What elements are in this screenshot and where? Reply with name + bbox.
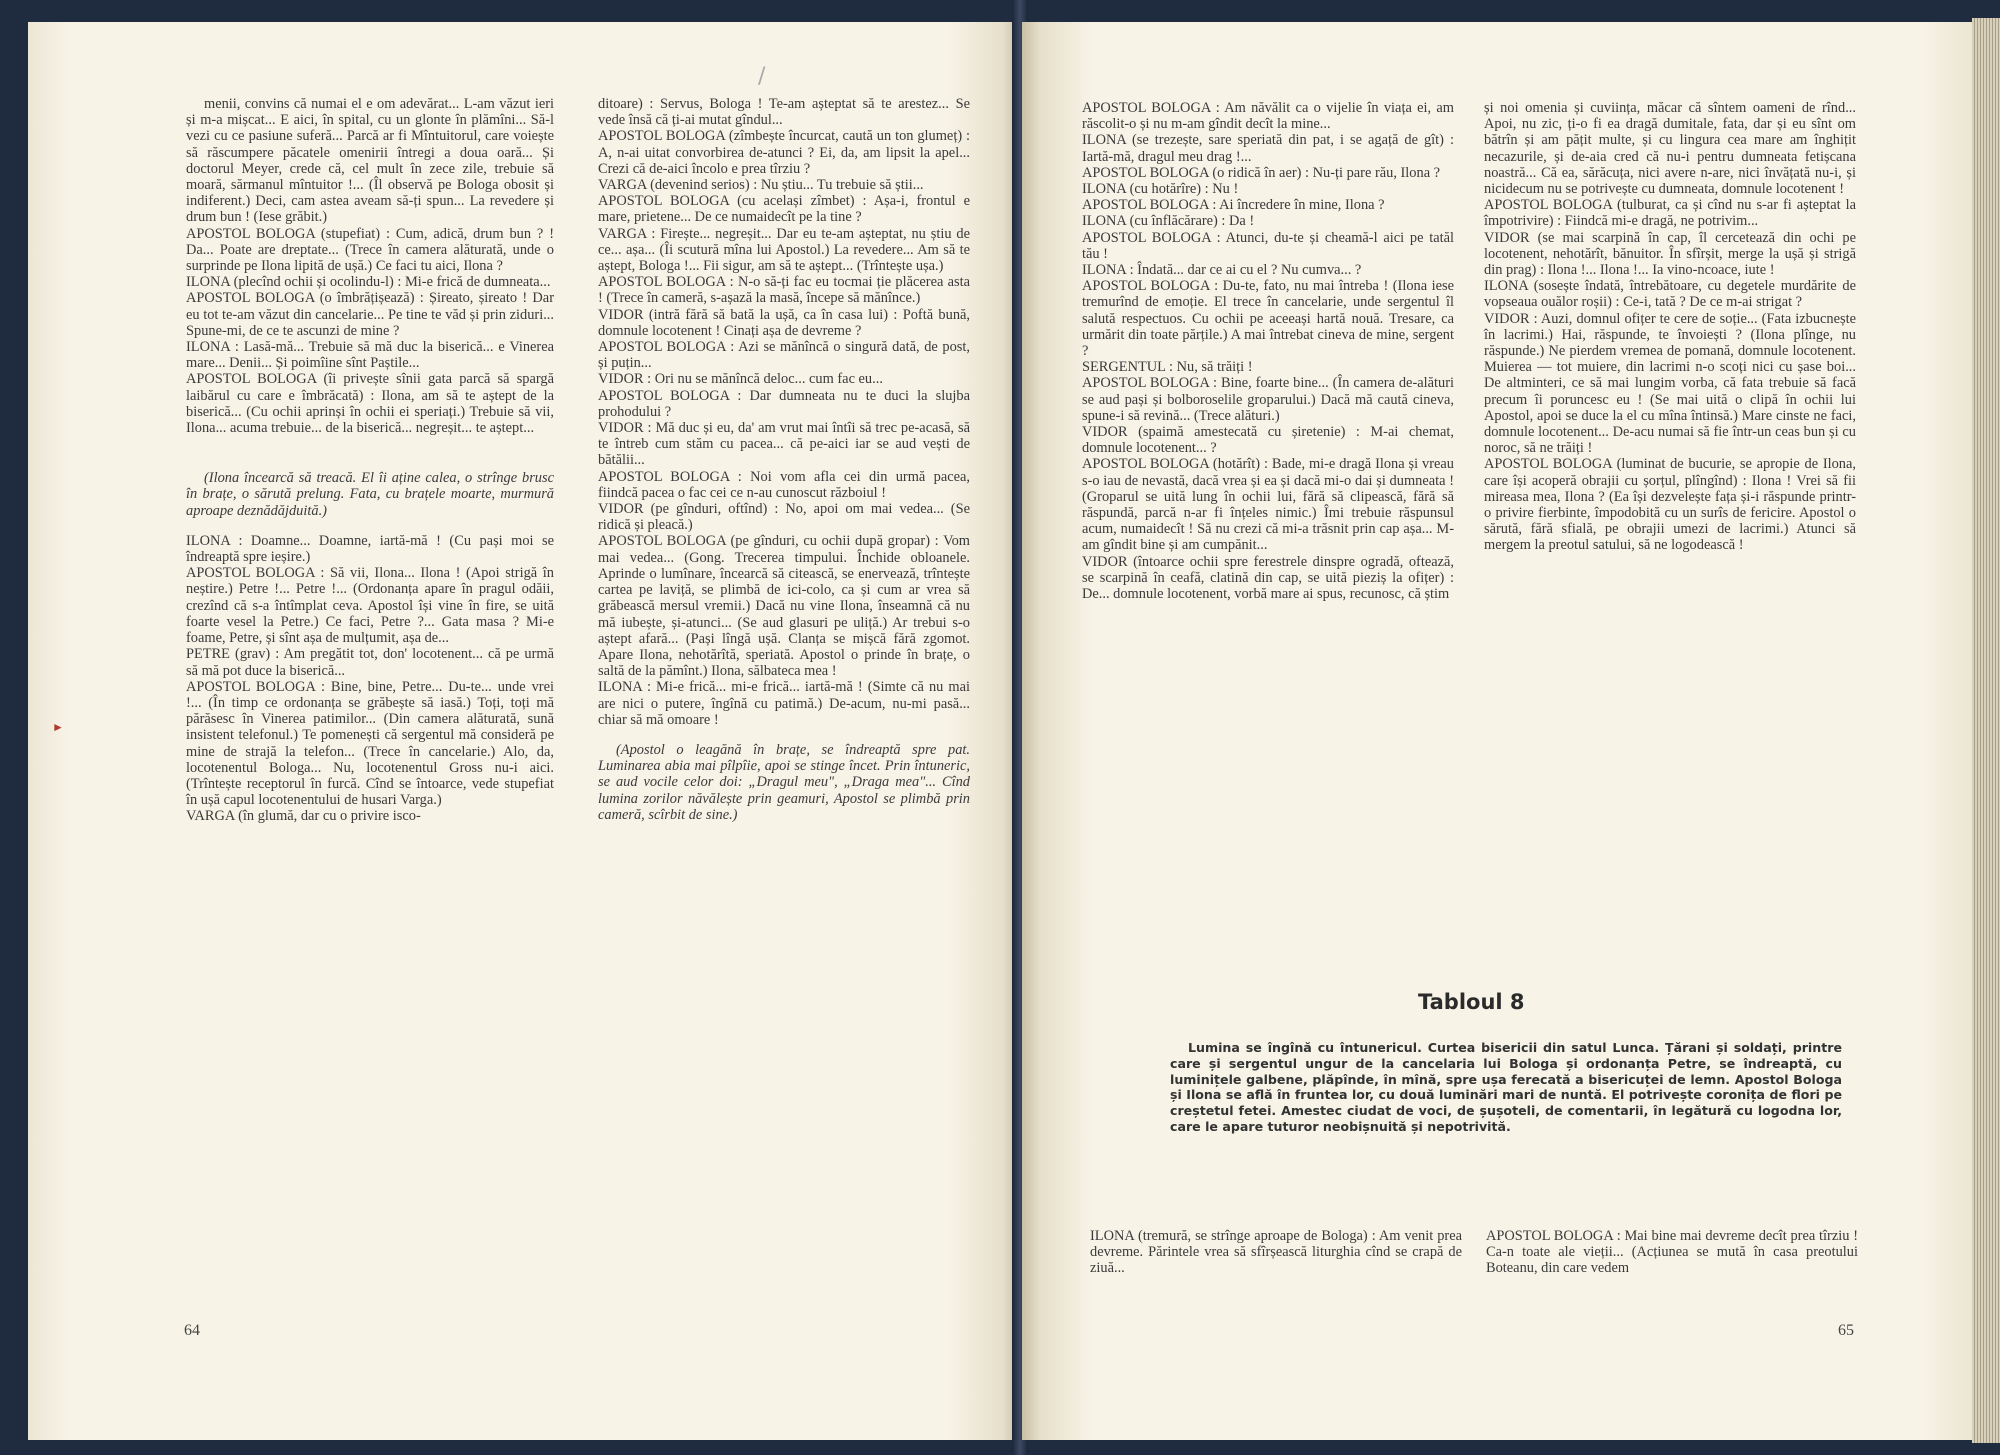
dialogue-line: APOSTOL BOLOGA : Mai bine mai devreme decît prea tîrziu ! Ca-n toate ale vieții... (Acțiunea se mută în casa preotului Boteanu, din care vedem — [1486, 1228, 1858, 1277]
right-bottom-column-1 — [1090, 1228, 1462, 1277]
dialogue-line: ILONA (sosește îndată, întrebătoare, cu degetele murdărite de vopseaua ouălor roșii) : Ce-i, tată ? De ce m-ai strigat ? — [1484, 278, 1856, 311]
dialogue-line: ILONA : Lasă-mă... Trebuie să mă duc la biserică... e Vinerea mare... Denii... Și poimîine sînt Paștile... — [186, 339, 554, 372]
right-column-1 — [1082, 100, 1454, 602]
dialogue-line: ILONA (cu înflăcărare) : Da ! — [1082, 213, 1255, 230]
dialogue-line: VIDOR : Auzi, domnul ofițer te cere de soție... (Fata izbucnește în lacrimi.) Hai, răspunde, te învoiești ? (Ilona plînge, nu răspunde.) Ne pierdem vremea de pomană, domnule locotenent. Muierea — tot muiere, din lacrimi n-o scoți nici cu șase boi... De altminteri, ce să mai lungim vorba, că fata trebuie să facă precum îi poruncesc eu ! (Se mai uită o clipă în ochii lui Apostol, apoi se duce la el cu mîna întinsă.) Mare cinste ne faci, domnule locotenent... De-acu numai să fie într-un ceas bun și cu noroc, să ne trăiți ! — [1484, 310, 1856, 457]
text-paragraph: menii, convins că numai el e om adevărat... L-am văzut ieri și m-a mișcat... E aici, în spital, cu un glonte în plămîni... Să-l vezi cu ce pasiune suferă... Parcă ar fi Mîntuitorul, care voiește să răscumpere păcatele omenirii întregi a doua oară... Și doctorul Meyer, crede că, cel mult în zece zile, trebuie să moară, sărmanul mîntuitor !... (Îl observă pe Bologa obosit și indiferent.) Deci, cam astea aveam să-ți spun... La revedere și drum bun ! (Iese grăbit.) — [186, 96, 554, 226]
left-column-2 — [598, 96, 970, 823]
stage-direction: (Apostol o leagănă în brațe, se îndreaptă spre pat. Luminarea abia mai pîlpîie, apoi se stinge încet. Prin întuneric, se aud vocile celor doi: „Dragul meu", „Draga mea"... Cînd lumina zorilor năvălește prin geamuri, Apostol se plimbă prin cameră, scîrbit de sine.) — [598, 741, 970, 823]
dialogue-line: APOSTOL BOLOGA : Atunci, du-te și cheamă-l aici pe tatăl tău ! — [1082, 229, 1454, 262]
dialogue-line: APOSTOL BOLOGA : N-o să-ți fac eu tocmai ție plăcerea asta ! (Trece în cameră, s-așază la masă, începe să mănînce.) — [598, 274, 970, 307]
dialogue-line: APOSTOL BOLOGA (o ridică în aer) : Nu-ți pare rău, Ilona ? — [1082, 164, 1441, 181]
dialogue-line: ditoare) : Servus, Bologa ! Te-am așteptat să te arestez... Se vede însă că ți-ai mutat gîndul... — [598, 96, 970, 129]
page-number-left: 64 — [184, 1322, 200, 1339]
dialogue-line: SERGENTUL : Nu, să trăiți ! — [1082, 359, 1253, 376]
dialogue-line: APOSTOL BOLOGA (cu același zîmbet) : Așa-i, frontul e mare, prietene... De ce numaidecît pe la tine ? — [598, 193, 970, 226]
page-edges — [1972, 18, 2000, 1443]
right-column-2 — [1484, 100, 1856, 554]
dialogue-line: VIDOR (se mai scarpină în cap, îl cercetează din ochi pe locotenent, nehotărît, bănuitor. În sfîrșit, merge la ușă și strigă din prag) : Ilona !... Ilona !... Ia vino-ncoace, iute ! — [1484, 229, 1856, 279]
dialogue-line: PETRE (grav) : Am pregătit tot, don' locotenent... că pe urmă să mă pot duce la biserică... — [186, 646, 554, 679]
dialogue-line: APOSTOL BOLOGA (zîmbește încurcat, caută un ton glumeț) : A, n-ai uitat convorbirea de-atunci ? Ei, da, am lipsit la apel... Crezi că de-aici încolo e prea tîrziu ? — [598, 128, 970, 177]
scene-stage-direction: Lumina se îngînă cu întunericul. Curtea bisericii din satul Lunca. Țărani și soldați, printre care și sergentul ungur de la cancelaria lui Bologa și ordonanța Petre, se îndreaptă, cu luminițele galbene, plăpînde, în mînă, spre ușa ferecată a bisericuței de lemn. Apostol Bologa și Ilona se află în fruntea lor, cu două luminări mari de nuntă. El potrivește coronița de flori pe creștetul fetei. Amestec ciudat de voci, de șușoteli, de comentarii, în legătură cu logodna lor, care le apare tuturor neobișnuită și nepotrivită. — [1170, 1040, 1842, 1134]
dialogue-line: APOSTOL BOLOGA (o îmbrățișează) : Șireato, șireato ! Dar eu tot te-am văzut din cancelarie... Pe tine te văd și prin ziduri... Spune-mi, de ce te ascunzi de mine ? — [186, 290, 554, 339]
dialogue-line: APOSTOL BOLOGA : Dar dumneata nu te duci la slujba prohodului ? — [598, 387, 970, 420]
dialogue-line: APOSTOL BOLOGA (stupefiat) : Cum, adică, drum bun ? ! Da... Poate are dreptate... (Trece în camera alăturată, unde o surprinde pe Ilona lipită de ușă.) Ce faci tu aici, Ilona ? — [186, 225, 554, 275]
dialogue-line: ILONA (tremură, se strînge aproape de Bologa) : Am venit prea devreme. Părintele vrea să sfîrșească liturghia cînd se crapă de ziuă... — [1090, 1228, 1462, 1277]
dialogue-line: APOSTOL BOLOGA : Ai încredere în mine, Ilona ? — [1082, 197, 1385, 214]
dialogue-line: APOSTOL BOLOGA (îi privește sînii gata parcă să spargă laibărul cu care e îmbrăcată) : Ilona, am să te aștept de la biserică... (Cu ochii aprinși în ochii ei speriați.) Trebuie să vii, Ilona... acuma trebuie... de la biserică... negreșit... te aștept... — [186, 371, 554, 437]
dialogue-line: APOSTOL BOLOGA : Noi vom afla cei din urmă pacea, fiindcă pacea o fac cei ce n-au cunoscut războiul ! — [598, 468, 970, 501]
right-bottom-column-2 — [1486, 1228, 1858, 1277]
dialogue-line: APOSTOL BOLOGA : Azi se mănîncă o singură dată, de post, și puțin... — [598, 339, 970, 372]
dialogue-line: APOSTOL BOLOGA (hotărît) : Bade, mi-e dragă Ilona și vreau s-o iau de nevastă, dacă vrea și ea și dacă mi-o dai și dumneata ! (Groparul se uită lung în ochii lui, fără să clipească, fără să răspundă, parcă n-ar fi înțeles nimic.) Îmi trebuie răspunsul acum, numaidecît ! Să nu crezi că mi-a trăsnit prin cap așa... M-am gîndit bine și am cumpănit... — [1082, 456, 1454, 554]
dialogue-line: VIDOR : Ori nu se mănîncă deloc... cum fac eu... — [598, 371, 883, 388]
pencil-mark: / — [758, 64, 766, 89]
dialogue-line: ILONA (se trezește, sare speriată din pat, i se agață de gît) : Iartă-mă, dragul meu drag !... — [1082, 132, 1454, 165]
dialogue-line: VARGA : Firește... negreșit... Dar eu te-am așteptat, nu știu de ce... așa... (Îi scutură mîna lui Apostol.) La revedere... Am să te aștept, Bologa !... Fii sigur, am să te aștept... (Trîntește ușa.) — [598, 225, 970, 275]
dialogue-line: ILONA (plecînd ochii și ocolindu-l) : Mi-e frică de dumneata... — [186, 274, 551, 291]
dialogue-line: VIDOR (spaimă amestecată cu șiretenie) : M-ai chemat, domnule locotenent... ? — [1082, 424, 1454, 457]
dialogue-line: VIDOR : Mă duc și eu, da' am vrut mai întîi să trec pe-acasă, să te întreb cum stăm cu pacea... că pe-aici iar se aud vești de bătălii... — [598, 420, 970, 469]
dialogue-line: APOSTOL BOLOGA : Du-te, fato, nu mai întreba ! (Ilona iese tremurînd de emoție. El trece în cancelarie, unde sergentul îl salută respectuos. Cu ochii pe aceeași hartă nouă. Tresare, ca urmărit din toate părțile.) A mai întrebat cineva de mine, sergent ? — [1082, 278, 1454, 360]
page-number-right: 65 — [1838, 1322, 1854, 1339]
dialogue-line: APOSTOL BOLOGA : Am năvălit ca o vijelie în viața ei, am răscolit-o și nu m-am gîndit decît la mine... — [1082, 100, 1454, 133]
margin-arrow-icon: ► — [52, 720, 64, 734]
dialogue-line: APOSTOL BOLOGA : Să vii, Ilona... Ilona ! (Apoi strigă în neștire.) Petre !... Petre !... (Ordonanța apare în pragul odăii, crezînd că s-a întîmplat ceva. Apostol își vine în fire, se uită foarte vesel la Petre.) Ce faci, Petre ?... Gata masa ? Mi-e foame, Petre, și sînt așa de mulțumit, așa de... — [186, 565, 554, 647]
dialogue-line: APOSTOL BOLOGA (luminat de bucurie, se apropie de Ilona, care își acoperă obrajii cu șorțul, plîngînd) : Ilona ! Vrei să fii mireasa mea, Ilona ? (Ea își dezvelește fața și-i răspunde printr-o privire fierbinte, împodobită cu un surîs de fericire. Apostol o sărută, fără sfială, pe obrajii umezi de lacrimi.) Atunci să mergem la preotul satului, să ne logodească ! — [1484, 456, 1856, 554]
left-column-1 — [186, 96, 554, 825]
dialogue-line: APOSTOL BOLOGA : Bine, foarte bine... (În camera de-alături se aud pași și bolboroselile groparului.) Dacă mă caută cineva, spune-i să revină... (Trece alături.) — [1082, 375, 1454, 424]
dialogue-line: VARGA (devenind serios) : Nu știu... Tu trebuie să știi... — [598, 177, 924, 194]
dialogue-line: APOSTOL BOLOGA (pe gînduri, cu ochii după gropar) : Vom mai vedea... (Gong. Trecerea timpului. Închide obloanele. Aprinde o lumînare, încearcă să citească, se enervează, trîntește cartea pe laviță, se plimbă de ici-colo, ca și cum ar vrea să grăbească mersul vremii.) Dacă nu vine Ilona, înseamnă că nu mă iubește, și-atunci... (Se aud glasuri pe uliță.) Ar trebui s-o aștept afară... (Pași lîngă ușă. Clanța se mișcă fără zgomot. Apare Ilona, nehotărîtă, speriată. Apostol o prinde în brațe, o saltă de la pămînt.) Ilona, sălbateca mea ! — [598, 533, 970, 680]
dialogue-line: APOSTOL BOLOGA (tulburat, ca și cînd nu s-ar fi așteptat la împotrivire) : Fiindcă mi-e dragă, ne potrivim... — [1484, 197, 1856, 230]
stage-direction: (Ilona încearcă să treacă. El îi aține calea, o strînge brusc în brațe, o sărută prelung. Fata, cu brațele moarte, murmură aproape deznădăjduită.) — [186, 470, 554, 519]
dialogue-line: ILONA (cu hotărîre) : Nu ! — [1082, 181, 1239, 198]
dialogue-line: VARGA (în glumă, dar cu o privire isco- — [186, 808, 421, 825]
dialogue-line: VIDOR (intră fără să bată la ușă, ca în casa lui) : Poftă bună, domnule locotenent ! Cinați așa de devreme ? — [598, 306, 970, 339]
dialogue-line: ILONA : Îndată... dar ce ai cu el ? Nu cumva... ? — [1082, 262, 1362, 279]
dialogue-line: ILONA : Doamne... Doamne, iartă-mă ! (Cu pași moi se îndreaptă spre ieșire.) — [186, 532, 554, 566]
scene-heading: Tabloul 8 — [1418, 990, 1525, 1014]
dialogue-line: și noi omenia și cuviința, măcar că sîntem oameni de rînd... Apoi, nu zic, ți-o fi ea dragă dumitale, fata, dar și eu sînt om bătrîn și am pățit multe, și cu lingura cea mare am înghițit necazurile, și de-aia cred că nu-i pentru dumneata fetișcana noastră... Că ea, sărăcuța, nici avere n-are, nici învățată nu-i, și nicidecum nu se potrivește cu dumneata, domnule locotenent ! — [1484, 100, 1856, 198]
dialogue-line: VIDOR (întoarce ochii spre ferestrele dinspre ogradă, oftează, se scarpină în ceafă, clatină din cap, se uită pieziș la ofițer) : De... domnule locotenent, vorbă mare ai spus, recunosc, că știm — [1082, 553, 1454, 603]
dialogue-line: VIDOR (pe gînduri, oftînd) : No, apoi om mai vedea... (Se ridică și pleacă.) — [598, 501, 970, 534]
dialogue-line: ILONA : Mi-e frică... mi-e frică... iartă-mă ! (Simte că nu mai are nici o putere, îngînă cu patimă.) De-acum, nu-mi pasă... chiar să mă omoare ! — [598, 679, 970, 728]
dialogue-line: APOSTOL BOLOGA : Bine, bine, Petre... Du-te... unde vrei !... (În timp ce ordonanța se grăbește să iasă.) Toți, toți mă părăsesc în Vinerea patimilor... (Din camera alăturată, sună insistent telefonul.) Te pomenești că sergentul mă consideră pe mine de strajă la telefon... (Trece în cancelarie.) Alo, da, locotenentul Bologa... Nu, locotenentul Gross nu-i aici. (Trîntește receptorul în furcă. Cînd se întoarce, vede stupefiat în ușă capul locotenentului de husari Varga.) — [186, 678, 554, 809]
